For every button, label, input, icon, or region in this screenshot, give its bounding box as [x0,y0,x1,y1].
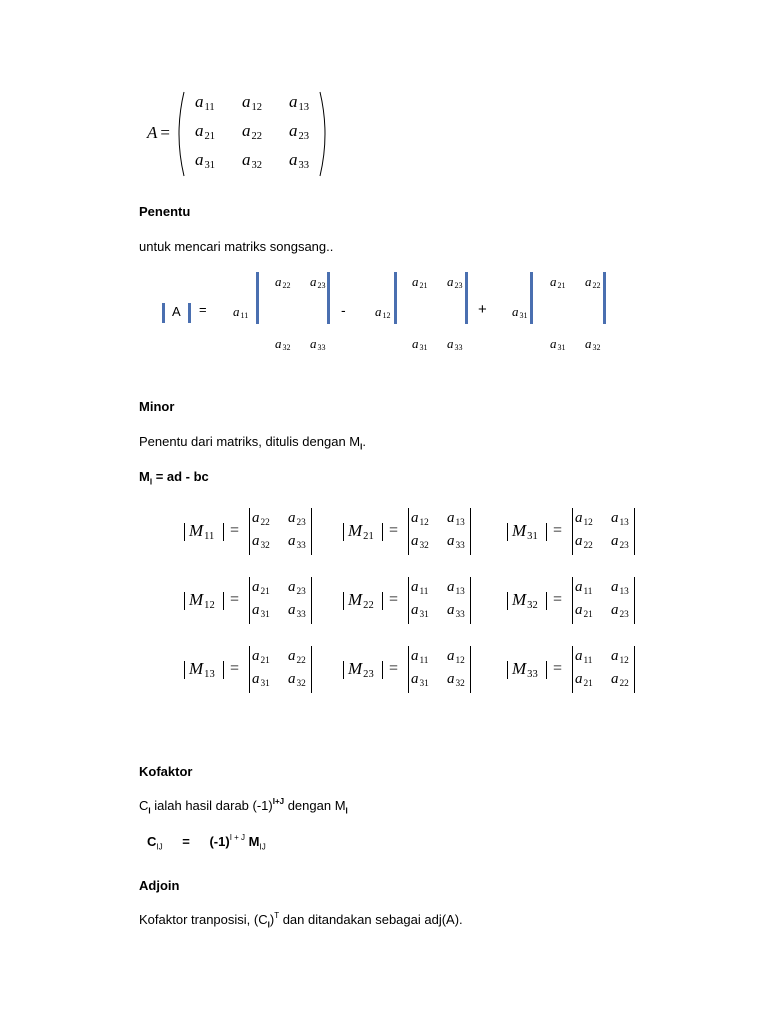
det-entry: a13 [447,579,465,597]
minor-abs-bar [546,592,547,610]
det-left-bar [408,508,409,555]
det-bar-right [188,303,191,323]
det-entry: a12 [447,648,465,666]
minor-equals: = [389,660,399,677]
det-entry: a13 [611,510,629,528]
cofactor-coefficient: a11 [233,304,249,321]
minor-entry: a21 [550,274,566,291]
penentu-expansion [0,268,768,368]
det-entry: a21 [252,648,270,666]
minor-symbol: M11 [189,521,215,542]
det-left-bar [572,577,573,624]
det-right-bar [634,646,635,693]
det-right-bar [470,577,471,624]
minor-abs-bar [184,523,185,541]
minor-abs-bar [184,592,185,610]
minor-entry: a31 [412,336,428,353]
operator-plus: + [478,301,487,318]
det-entry: a23 [611,602,629,620]
minor-grid [0,500,768,700]
det-entry: a32 [288,671,306,689]
det-entry: a23 [288,510,306,528]
det-entry: a12 [411,510,429,528]
matrix-a-entry: a13 [289,92,310,113]
matrix-a-entry: a22 [242,121,263,142]
minor-entry: a22 [585,274,601,291]
det-a-label: A [172,304,181,319]
det-entry: a23 [288,579,306,597]
minor-abs-bar [223,592,224,610]
det-left-bar [408,646,409,693]
minor-entry: a21 [412,274,428,291]
det-entry: a22 [288,648,306,666]
det-bar [327,272,330,324]
det-bar-left [162,303,165,323]
minor-abs-bar [184,661,185,679]
det-left-bar [249,508,250,555]
cofactor-coefficient: a12 [375,304,391,321]
det-entry: a32 [411,533,429,551]
minor-abs-bar [546,661,547,679]
minor-symbol: M33 [512,659,538,680]
minor-symbol: M23 [348,659,374,680]
minor-equals: = [553,660,563,677]
minor-abs-bar [343,523,344,541]
minor-abs-bar [507,661,508,679]
det-entry: a13 [447,510,465,528]
det-right-bar [634,577,635,624]
matrix-a-label: A = [147,123,170,142]
minor-equals: = [389,591,399,608]
det-entry: a32 [447,671,465,689]
minor-equals: = [230,591,240,608]
minor-abs-bar [343,661,344,679]
det-right-bar [311,508,312,555]
minor-entry: a23 [447,274,463,291]
matrix-a-entries [195,92,325,178]
minor-abs-bar [223,661,224,679]
det-right-bar [470,508,471,555]
det-right-bar [311,577,312,624]
minor-symbol: M13 [189,659,215,680]
det-entry: a22 [611,671,629,689]
det-equals: = [199,302,207,317]
minor-abs-bar [382,661,383,679]
det-entry: a11 [411,579,429,597]
det-entry: a11 [411,648,429,666]
det-left-bar [249,646,250,693]
minor-equals: = [389,522,399,539]
minor-abs-bar [343,592,344,610]
minor-equals: = [553,522,563,539]
det-entry: a31 [252,602,270,620]
matrix-a-entry: a33 [289,150,310,171]
minor-symbol: M22 [348,590,374,611]
det-entry: a11 [575,579,593,597]
minor-abs-bar [546,523,547,541]
det-bar [530,272,533,324]
minor-equals: = [553,591,563,608]
det-right-bar [311,646,312,693]
det-entry: a11 [575,648,593,666]
matrix-a-entry: a31 [195,150,216,171]
det-entry: a23 [611,533,629,551]
minor-symbol: M21 [348,521,374,542]
det-bar [394,272,397,324]
det-entry: a21 [252,579,270,597]
heading-penentu: Penentu [139,204,191,219]
det-entry: a12 [575,510,593,528]
heading-adjoin: Adjoin [139,878,180,893]
det-left-bar [572,646,573,693]
heading-minor: Minor [139,399,175,414]
det-entry: a33 [447,533,465,551]
minor-symbol: M32 [512,590,538,611]
minor-entry: a22 [275,274,291,291]
minor-symbol: M12 [189,590,215,611]
cofactor-coefficient: a31 [512,304,528,321]
adjoin-description: Kofaktor tranposisi, $(C_I)^T$ dan ditandakan sebagai adj(A). [139,910,463,930]
det-left-bar [572,508,573,555]
matrix-a-entry: a21 [195,121,216,142]
operator-minus: - [341,302,346,318]
det-entry: a21 [575,602,593,620]
minor-entry: a33 [310,336,326,353]
det-entry: a31 [411,602,429,620]
minor-entry: a32 [585,336,601,353]
minor-entry: a31 [550,336,566,353]
det-entry: a31 [411,671,429,689]
det-entry: a32 [252,533,270,551]
det-entry: a31 [252,671,270,689]
minor-abs-bar [382,592,383,610]
minor-symbol: M31 [512,521,538,542]
minor-equals: = [230,522,240,539]
det-entry: a13 [611,579,629,597]
det-bar [465,272,468,324]
det-entry: a22 [575,533,593,551]
minor-entry: a33 [447,336,463,353]
det-entry: a33 [288,602,306,620]
det-bar [603,272,606,324]
kofaktor-description: $C_I$ ialah hasil darab $(-1)^{I+J}$ dengan $M_I$ [139,796,348,816]
minor-equals: = [230,660,240,677]
det-right-bar [470,646,471,693]
matrix-a-entry: a12 [242,92,263,113]
minor-entry: a32 [275,336,291,353]
matrix-a-entry: a32 [242,150,263,171]
det-entry: a33 [288,533,306,551]
det-left-bar [249,577,250,624]
det-entry: a12 [611,648,629,666]
det-entry: a21 [575,671,593,689]
det-entry: a33 [447,602,465,620]
minor-entry: a23 [310,274,326,291]
matrix-a-entry: a11 [195,92,215,113]
minor-description: Penentu dari matriks, ditulis dengan $M_I$. [139,434,366,452]
penentu-description: untuk mencari matriks songsang.. [139,239,334,254]
kofaktor-formula: $C_{IJ} = (-1)^{I + J}$ $M_{IJ}$ [147,832,266,852]
minor-abs-bar [223,523,224,541]
det-right-bar [634,508,635,555]
matrix-a-entry: a23 [289,121,310,142]
minor-abs-bar [507,523,508,541]
minor-abs-bar [507,592,508,610]
heading-kofaktor: Kofaktor [139,764,193,779]
minor-abs-bar [382,523,383,541]
det-left-bar [408,577,409,624]
det-entry: a22 [252,510,270,528]
det-bar [256,272,259,324]
minor-formula: $M_I$ = ad - bc [139,469,209,487]
